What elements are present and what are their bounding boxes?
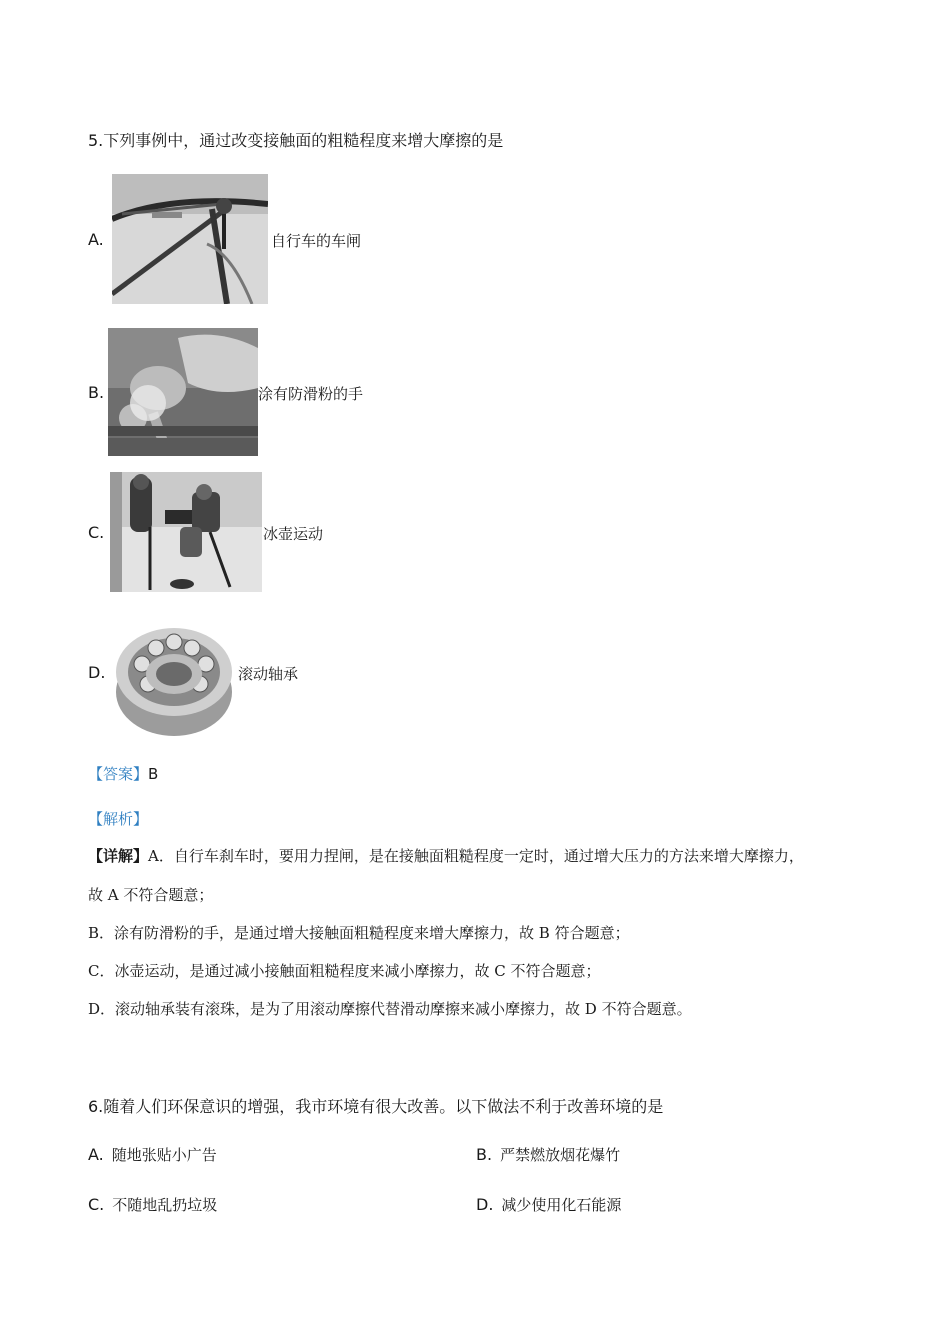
ball-bearing-photo	[112, 612, 236, 740]
option-c-text: 冰壶运动	[263, 525, 324, 543]
answer-tag: 【答案】	[88, 765, 149, 783]
question-5-title: 5.下列事例中，通过改变接触面的粗糙程度来增大摩擦的是	[88, 131, 504, 150]
q6-option-c-letter: C.	[88, 1195, 105, 1214]
question-6-title: 6.随着人们环保意识的增强，我市环境有很大改善。以下做法不利于改善环境的是	[88, 1097, 664, 1116]
curling-photo	[110, 472, 262, 592]
q6-option-d-letter: D.	[476, 1195, 494, 1214]
option-b-letter: B.	[88, 383, 105, 402]
q6-option-b-text: 严禁燃放烟花爆竹	[500, 1146, 621, 1164]
chalk-hand-photo	[108, 328, 258, 456]
option-a-letter: A.	[88, 230, 104, 249]
option-a-text: 自行车的车闸	[271, 232, 362, 250]
q6-option-a-text: 随地张贴小广告	[111, 1146, 217, 1164]
bicycle-brake-photo	[112, 174, 268, 304]
q6-option-b-letter: B.	[476, 1145, 493, 1164]
explanation-text-1: A．自行车刹车时，要用力捏闸，是在接触面粗糙程度一定时，通过增大压力的方法来增大摩擦力，	[148, 847, 804, 865]
explanation-line-1	[88, 846, 804, 866]
detail-tag: 【详解】	[88, 847, 149, 865]
q6-option-c-text: 不随地乱扔垃圾	[112, 1196, 218, 1214]
option-b-text: 涂有防滑粉的手	[258, 385, 364, 403]
q6-option-a-letter: A.	[88, 1145, 104, 1164]
q6-option-c	[88, 1194, 217, 1215]
q6-option-b	[476, 1144, 620, 1165]
explanation-line-2: 故 A 不符合题意；	[88, 886, 214, 904]
q6-option-d-text: 减少使用化石能源	[501, 1196, 622, 1214]
option-d-text: 滚动轴承	[238, 665, 299, 683]
answer-line	[88, 763, 158, 784]
option-d-letter: D.	[88, 663, 106, 682]
analysis-tag: 【解析】	[88, 810, 149, 828]
explanation-line-3: B．涂有防滑粉的手，是通过增大接触面粗糙程度来增大摩擦力，故 B 符合题意；	[88, 924, 630, 942]
answer-value: B	[148, 765, 159, 783]
q6-option-a	[88, 1144, 217, 1165]
explanation-line-5: D．滚动轴承装有滚珠，是为了用滚动摩擦代替滑动摩擦来减小摩擦力，故 D 不符合题意。	[88, 1000, 692, 1018]
option-c-letter: C.	[88, 523, 105, 542]
explanation-line-4: C．冰壶运动，是通过减小接触面粗糙程度来减小摩擦力，故 C 不符合题意；	[88, 962, 601, 980]
q6-option-d	[476, 1194, 621, 1215]
